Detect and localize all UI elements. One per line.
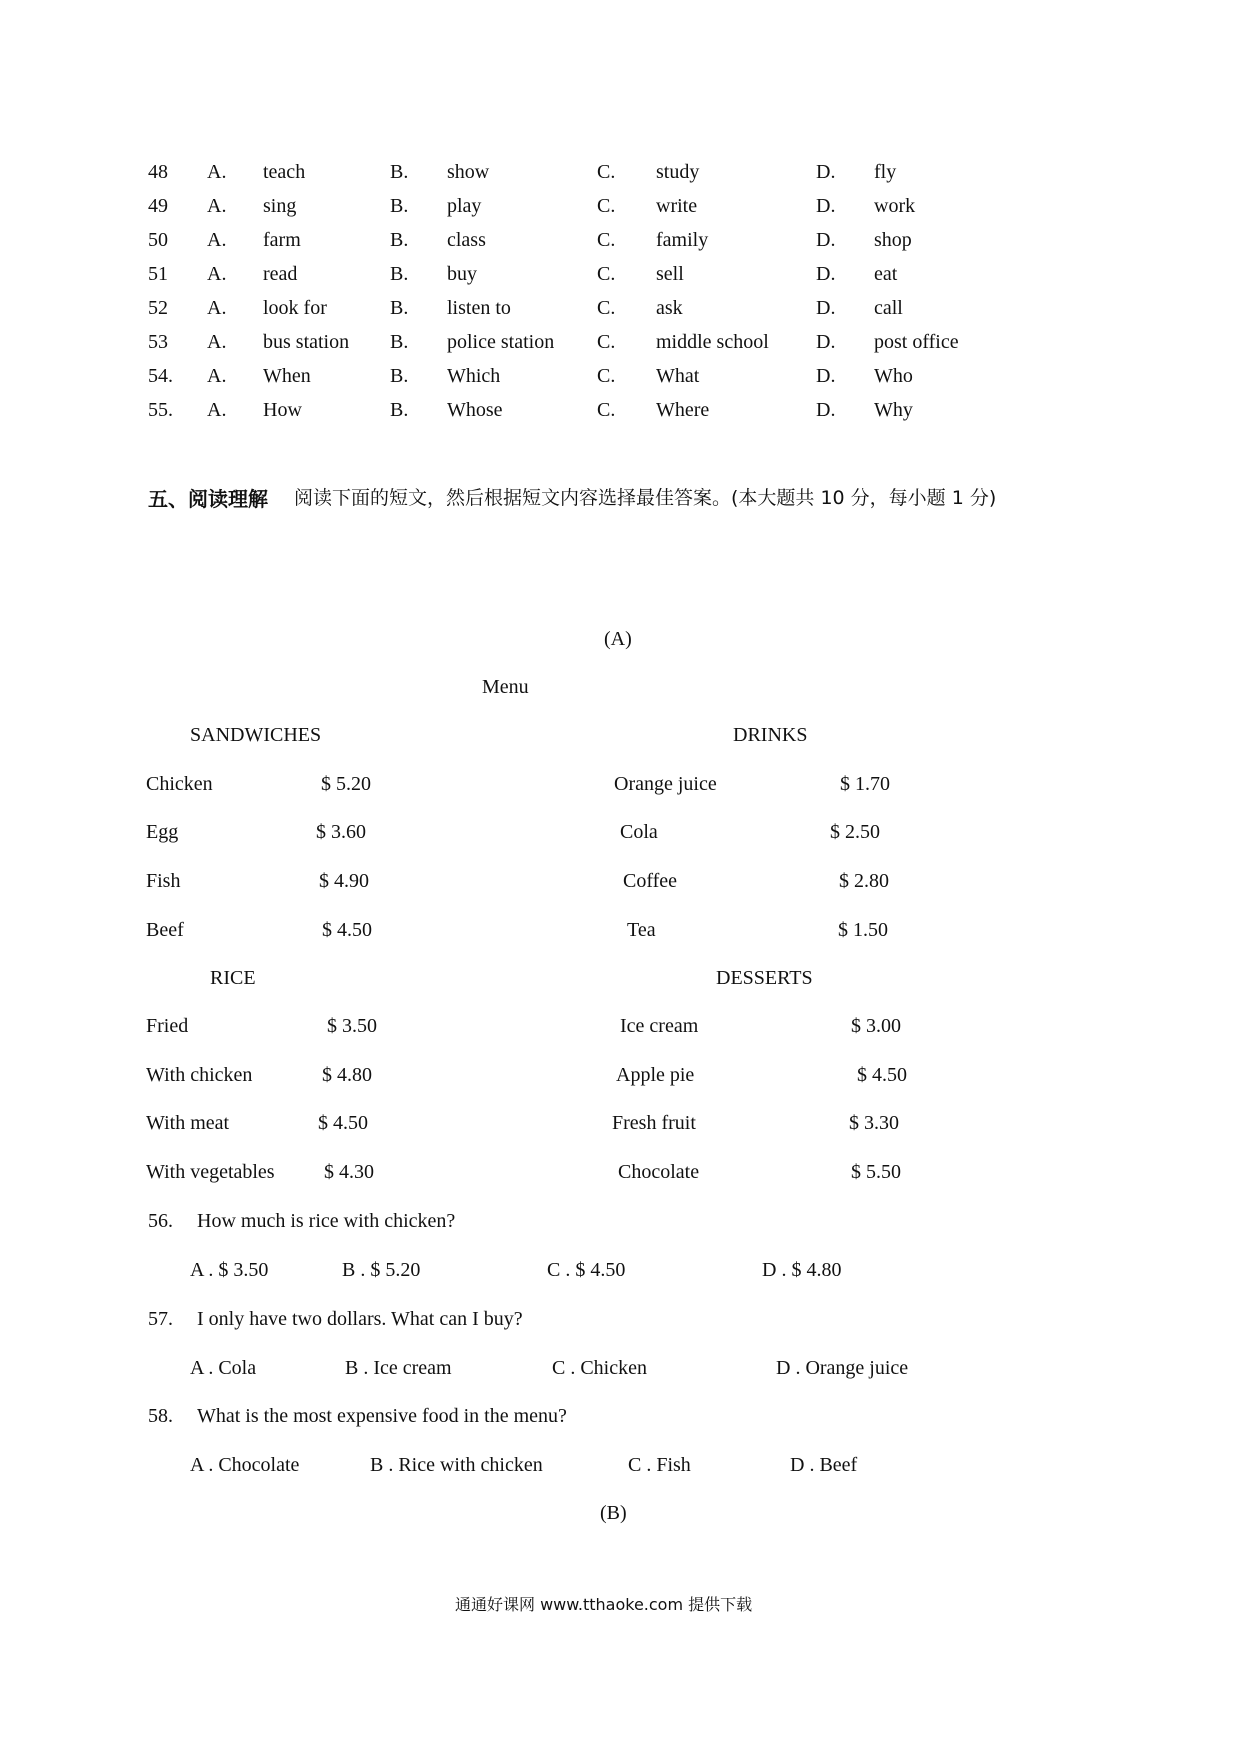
question-number: 48	[148, 161, 168, 183]
menu-item-name: Fresh fruit	[612, 1112, 696, 1134]
question-text: I only have two dollars. What can I buy?	[197, 1308, 523, 1330]
menu-row	[0, 773, 1240, 807]
menu-item-name: Chicken	[146, 773, 213, 795]
menu-item-name: Apple pie	[616, 1064, 695, 1086]
menu-item-name: With meat	[146, 1112, 230, 1134]
option-b: Whose	[447, 399, 503, 421]
option-letter-c: C.	[597, 161, 616, 183]
menu-item-name: With chicken	[146, 1064, 253, 1086]
option-d: Why	[874, 399, 913, 421]
menu-item-name: Coffee	[623, 870, 678, 892]
menu-item-price: $ 4.50	[857, 1064, 907, 1086]
option-a: look for	[263, 297, 327, 319]
answer-option-b: B . $ 5.20	[342, 1259, 421, 1281]
option-letter-b: B.	[390, 365, 409, 387]
option-a: When	[263, 365, 311, 387]
menu-item-price: $ 2.80	[839, 870, 889, 892]
question-number: 49	[148, 195, 168, 217]
passage-label-b: (B)	[600, 1502, 627, 1524]
option-d: Who	[874, 365, 913, 387]
option-d: eat	[874, 263, 898, 285]
option-letter-b: B.	[390, 297, 409, 319]
menu-item-price: $ 1.50	[838, 919, 888, 941]
cloze-row-52	[0, 297, 1240, 331]
passage-label-a: (A)	[604, 628, 632, 650]
answer-option-b: B . Ice cream	[345, 1357, 452, 1379]
option-letter-b: B.	[390, 331, 409, 353]
option-letter-b: B.	[390, 263, 409, 285]
option-letter-a: A.	[207, 365, 227, 387]
option-letter-d: D.	[816, 195, 836, 217]
menu-item-name: Orange juice	[614, 773, 717, 795]
menu-row	[0, 1112, 1240, 1146]
question-number: 53	[148, 331, 168, 353]
option-letter-d: D.	[816, 399, 836, 421]
section-title: 五、阅读理解	[148, 487, 268, 511]
menu-row	[0, 821, 1240, 855]
cloze-row-51	[0, 263, 1240, 297]
menu-item-price: $ 3.30	[849, 1112, 899, 1134]
question-number: 57.	[148, 1308, 173, 1330]
option-letter-a: A.	[207, 161, 227, 183]
answer-option-c: C . Chicken	[552, 1357, 647, 1379]
menu-heading-desserts: DESSERTS	[716, 967, 813, 989]
menu-item-name: With vegetables	[146, 1161, 275, 1183]
option-letter-b: B.	[390, 161, 409, 183]
option-letter-b: B.	[390, 229, 409, 251]
menu-row	[0, 1064, 1240, 1098]
option-letter-c: C.	[597, 365, 616, 387]
option-letter-d: D.	[816, 263, 836, 285]
option-letter-c: C.	[597, 195, 616, 217]
question-number: 51	[148, 263, 168, 285]
option-a: teach	[263, 161, 306, 183]
answer-option-d: D . $ 4.80	[762, 1259, 842, 1281]
menu-item-name: Tea	[627, 919, 656, 941]
menu-row	[0, 870, 1240, 904]
menu-item-price: $ 5.50	[851, 1161, 901, 1183]
answer-option-d: D . Beef	[790, 1454, 858, 1476]
menu-row	[0, 1161, 1240, 1195]
cloze-row-50	[0, 229, 1240, 263]
menu-heading-drinks: DRINKS	[733, 724, 808, 746]
option-a: farm	[263, 229, 301, 251]
menu-item-name: Ice cream	[620, 1015, 699, 1037]
menu-item-price: $ 1.70	[840, 773, 890, 795]
option-letter-d: D.	[816, 331, 836, 353]
menu-item-price: $ 2.50	[830, 821, 880, 843]
option-letter-a: A.	[207, 399, 227, 421]
menu-item-name: Fried	[146, 1015, 189, 1037]
option-letter-d: D.	[816, 365, 836, 387]
answer-option-a: A . Chocolate	[190, 1454, 300, 1476]
menu-item-price: $ 4.30	[324, 1161, 374, 1183]
menu-title: Menu	[482, 676, 529, 698]
option-a: read	[263, 263, 298, 285]
cloze-row-49	[0, 195, 1240, 229]
menu-row	[0, 1015, 1240, 1049]
option-a: bus station	[263, 331, 350, 353]
option-letter-a: A.	[207, 229, 227, 251]
menu-item-name: Cola	[620, 821, 658, 843]
option-letter-c: C.	[597, 229, 616, 251]
option-d: post office	[874, 331, 959, 353]
option-letter-a: A.	[207, 263, 227, 285]
option-b: show	[447, 161, 490, 183]
option-d: work	[874, 195, 916, 217]
question-number: 54.	[148, 365, 173, 387]
menu-item-name: Chocolate	[618, 1161, 700, 1183]
question-text: What is the most expensive food in the menu?	[197, 1405, 567, 1427]
option-letter-c: C.	[597, 297, 616, 319]
answer-option-c: C . Fish	[628, 1454, 691, 1476]
option-b: police station	[447, 331, 555, 353]
option-a: sing	[263, 195, 297, 217]
option-d: call	[874, 297, 903, 319]
option-c: sell	[656, 263, 684, 285]
option-c: family	[656, 229, 709, 251]
cloze-row-54	[0, 365, 1240, 399]
menu-item-price: $ 4.50	[322, 919, 372, 941]
menu-item-price: $ 3.50	[327, 1015, 377, 1037]
option-letter-a: A.	[207, 297, 227, 319]
question-text: How much is rice with chicken?	[197, 1210, 456, 1232]
option-d: fly	[874, 161, 897, 183]
menu-item-price: $ 4.90	[319, 870, 369, 892]
menu-item-price: $ 4.50	[318, 1112, 368, 1134]
menu-item-name: Egg	[146, 821, 179, 843]
menu-item-name: Fish	[146, 870, 181, 892]
option-letter-c: C.	[597, 263, 616, 285]
menu-row	[0, 919, 1240, 953]
footer-credit: 通通好课网 www.tthaoke.com 提供下载	[455, 1595, 753, 1614]
menu-item-price: $ 3.60	[316, 821, 366, 843]
option-a: How	[263, 399, 302, 421]
option-letter-a: A.	[207, 195, 227, 217]
menu-item-price: $ 3.00	[851, 1015, 901, 1037]
option-letter-a: A.	[207, 331, 227, 353]
option-letter-d: D.	[816, 161, 836, 183]
question-number: 56.	[148, 1210, 173, 1232]
question-number: 55.	[148, 399, 173, 421]
menu-item-price: $ 5.20	[321, 773, 371, 795]
option-b: Which	[447, 365, 501, 387]
option-letter-c: C.	[597, 399, 616, 421]
option-letter-d: D.	[816, 229, 836, 251]
option-letter-b: B.	[390, 195, 409, 217]
option-letter-d: D.	[816, 297, 836, 319]
question-number: 52	[148, 297, 168, 319]
cloze-row-53	[0, 331, 1240, 365]
section-description: 阅读下面的短文，然后根据短文内容选择最佳答案。(本大题共 10 分，每小题 1 分)	[294, 487, 997, 509]
answer-option-d: D . Orange juice	[776, 1357, 909, 1379]
question-number: 50	[148, 229, 168, 251]
cloze-row-55	[0, 399, 1240, 433]
option-letter-c: C.	[597, 331, 616, 353]
cloze-row-48	[0, 161, 1240, 195]
option-b: class	[447, 229, 486, 251]
option-c: What	[656, 365, 700, 387]
question-number: 58.	[148, 1405, 173, 1427]
option-c: write	[656, 195, 698, 217]
menu-item-name: Beef	[146, 919, 184, 941]
option-b: buy	[447, 263, 477, 285]
option-b: listen to	[447, 297, 511, 319]
option-d: shop	[874, 229, 912, 251]
option-letter-b: B.	[390, 399, 409, 421]
answer-option-a: A . Cola	[190, 1357, 257, 1379]
answer-option-b: B . Rice with chicken	[370, 1454, 543, 1476]
menu-heading-sandwiches: SANDWICHES	[190, 724, 322, 746]
menu-item-price: $ 4.80	[322, 1064, 372, 1086]
answer-option-c: C . $ 4.50	[547, 1259, 626, 1281]
option-c: study	[656, 161, 700, 183]
option-c: ask	[656, 297, 683, 319]
option-c: Where	[656, 399, 710, 421]
answer-option-a: A . $ 3.50	[190, 1259, 269, 1281]
menu-heading-rice: RICE	[210, 967, 256, 989]
option-b: play	[447, 195, 482, 217]
option-c: middle school	[656, 331, 769, 353]
